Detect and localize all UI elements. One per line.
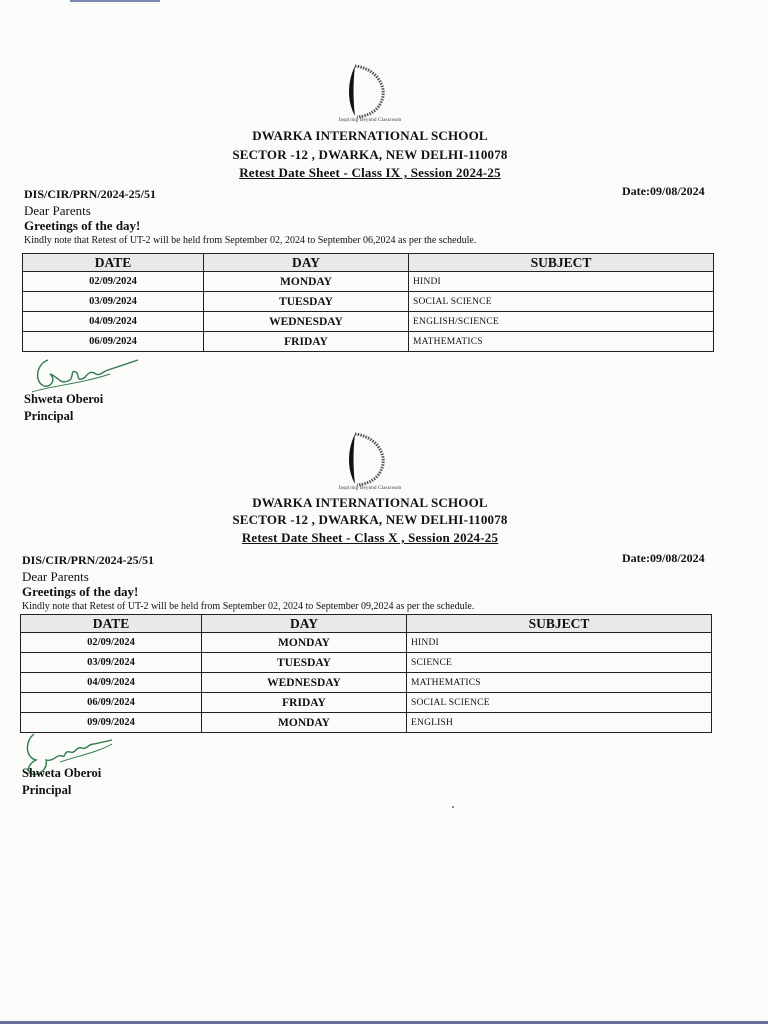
cell-day: TUESDAY xyxy=(204,292,409,312)
school-name: DWARKA INTERNATIONAL SCHOOL xyxy=(252,495,488,510)
header-subject: SUBJECT xyxy=(409,254,714,272)
signatory-name: Shweta Oberoi xyxy=(24,392,104,406)
table-row xyxy=(21,673,712,693)
cell-day: FRIDAY xyxy=(202,693,407,713)
cell-subject: SCIENCE xyxy=(407,653,712,673)
cell-date: 06/09/2024 xyxy=(23,332,204,352)
schedule-note: Kindly note that Retest of UT-2 will be held from September 02, 2024 to September 09,2024 as per the schedule. xyxy=(22,601,475,612)
header-date: DATE xyxy=(23,254,204,272)
cell-date: 02/09/2024 xyxy=(21,633,202,653)
schedule-note: Kindly note that Retest of UT-2 will be held from September 02, 2024 to September 06,2024 as per the schedule. xyxy=(24,235,477,246)
table-row xyxy=(23,272,714,292)
cell-date: 04/09/2024 xyxy=(23,312,204,332)
table-header-row xyxy=(23,254,714,272)
notice-date: Date:09/08/2024 xyxy=(622,551,705,565)
header-day: DAY xyxy=(202,615,407,633)
greeting: Greetings of the day! xyxy=(22,584,139,599)
school-address: SECTOR -12 , DWARKA, NEW DELHI-110078 xyxy=(232,147,508,162)
cell-day: WEDNESDAY xyxy=(202,673,407,693)
table-row xyxy=(21,693,712,713)
school-name: DWARKA INTERNATIONAL SCHOOL xyxy=(252,128,488,143)
notice-date: Date:09/08/2024 xyxy=(622,184,705,198)
cell-date: 04/09/2024 xyxy=(21,673,202,693)
cell-day: MONDAY xyxy=(202,633,407,653)
cell-subject: ENGLISH xyxy=(407,713,712,733)
salutation: Dear Parents xyxy=(24,203,91,218)
table-row xyxy=(21,633,712,653)
table-row xyxy=(21,653,712,673)
reference-number: DIS/CIR/PRN/2024-25/51 xyxy=(24,187,157,201)
salutation: Dear Parents xyxy=(22,569,89,584)
cell-day: WEDNESDAY xyxy=(204,312,409,332)
table-header-row xyxy=(21,615,712,633)
greeting: Greetings of the day! xyxy=(24,218,141,233)
speck xyxy=(452,806,454,808)
school-address: SECTOR -12 , DWARKA, NEW DELHI-110078 xyxy=(232,512,508,527)
cell-date: 03/09/2024 xyxy=(23,292,204,312)
cell-day: MONDAY xyxy=(204,272,409,292)
logo-tagline: Inspiring Beyond Classroom xyxy=(338,486,402,491)
date-sheet-title: Retest Date Sheet - Class X , Session 2024-25 xyxy=(241,530,499,545)
cell-subject: HINDI xyxy=(407,633,712,653)
principal-signature-icon xyxy=(30,356,145,396)
cell-date: 02/09/2024 xyxy=(23,272,204,292)
header-subject: SUBJECT xyxy=(407,615,712,633)
signatory-title: Principal xyxy=(22,783,72,797)
cell-subject: SOCIAL SCIENCE xyxy=(409,292,714,312)
cell-day: FRIDAY xyxy=(204,332,409,352)
table-row xyxy=(23,332,714,352)
logo-tagline: Inspiring Beyond Classroom xyxy=(338,118,402,123)
cell-date: 06/09/2024 xyxy=(21,693,202,713)
cell-subject: ENGLISH/SCIENCE xyxy=(409,312,714,332)
cell-subject: SOCIAL SCIENCE xyxy=(407,693,712,713)
date-sheet-title: Retest Date Sheet - Class IX , Session 2024-25 xyxy=(239,165,501,180)
header-day: DAY xyxy=(204,254,409,272)
cell-subject: HINDI xyxy=(409,272,714,292)
table-row xyxy=(21,713,712,733)
cell-date: 03/09/2024 xyxy=(21,653,202,673)
table-row xyxy=(23,312,714,332)
cell-day: MONDAY xyxy=(202,713,407,733)
table-row xyxy=(23,292,714,312)
header-date: DATE xyxy=(21,615,202,633)
signatory-title: Principal xyxy=(24,409,74,423)
scan-edge-line xyxy=(70,0,160,2)
cell-subject: MATHEMATICS xyxy=(409,332,714,352)
cell-subject: MATHEMATICS xyxy=(407,673,712,693)
schedule-table xyxy=(22,253,714,352)
cell-day: TUESDAY xyxy=(202,653,407,673)
signatory-name: Shweta Oberoi xyxy=(22,766,102,780)
cell-date: 09/09/2024 xyxy=(21,713,202,733)
reference-number: DIS/CIR/PRN/2024-25/51 xyxy=(22,553,155,567)
schedule-table xyxy=(20,614,712,733)
